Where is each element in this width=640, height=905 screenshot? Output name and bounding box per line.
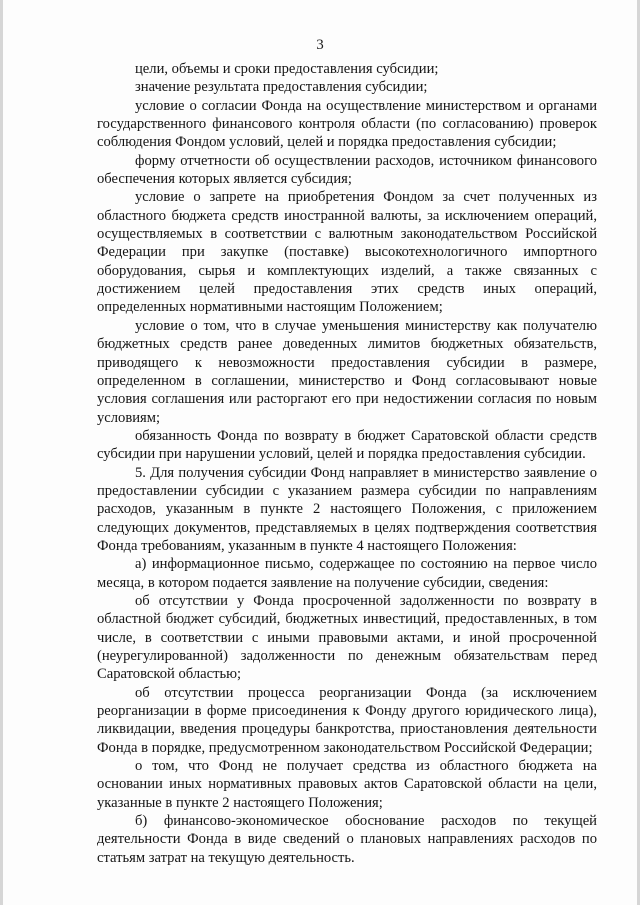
paragraph: обязанность Фонда по возврату в бюджет Саратовской области средств субсидии при нарушении условий, целей и порядка предоставления субсидии.	[97, 427, 597, 463]
paragraph: б) финансово-экономическое обоснование расходов по текущей деятельности Фонда в виде сведений о плановых направлениях расходов по статьям затрат на текущую деятельность.	[97, 813, 597, 866]
paragraph: 5. Для получения субсидии Фонд направляет в министерство заявление о предоставлении субсидии с указанием размера субсидии по направлениям расходов, указанным в пункте 2 настоящего Положения, с приложением следующих документов, представляемых в целях подтверждения соответствия Фонда требованиям, указанным в пункте 4 настоящего Положения:	[97, 464, 597, 554]
paragraph: условие о запрете на приобретения Фондом за счет полученных из областного бюджета средств иностранной валюты, за исключением операций, осуществляемых в соответствии с валютным законодательством Российской Федерации при закупке (поставке) высокотехнологичного импортного оборудования, сырья и комплектующих изделий, а также связанных с достижением целей предоставления этих средств иных операций, определенных нормативными настоящим Положением;	[97, 189, 597, 316]
paragraph: условие о согласии Фонда на осуществление министерством и органами государственного финансового контроля области (по согласованию) проверок соблюдения Фондом условий, целей и порядка предоставления субсидии;	[97, 97, 597, 151]
paragraph: об отсутствии у Фонда просроченной задолженности по возврату в областной бюджет субсидий, бюджетных инвестиций, предоставленных, в том числе, в соответствии с иными правовыми актами, и иной просроченной (неурегулированной) задолженности по денежным обязательствам перед Саратовской областью;	[97, 592, 597, 683]
paragraph: форму отчетности об осуществлении расходов, источником финансового обеспечения которых является субсидия;	[97, 152, 597, 188]
page-number: 3	[316, 37, 324, 53]
paragraph: о том, что Фонд не получает средства из областного бюджета на основании иных нормативных правовых актов Саратовской области на цели, указанные в пункте 2 настоящего Положения;	[97, 758, 597, 811]
paragraph: а) информационное письмо, содержащее по состоянию на первое число месяца, в котором подается заявление на получение субсидии, сведения:	[97, 556, 597, 591]
paragraph: значение результата предоставления субсидии;	[135, 79, 428, 96]
document-body	[97, 60, 597, 867]
paragraph: об отсутствии процесса реорганизации Фонда (за исключением реорганизации в форме присоединения к Фонду другого юридического лица), ликвидации, введения процедуры банкротства, приостановления деятельности Фонда в порядке, предусмотренном законодательством Российской Федерации;	[97, 684, 597, 756]
paragraph: условие о том, что в случае уменьшения министерству как получателю бюджетных средств ранее доведенных лимитов бюджетных обязательств, приводящего к невозможности предоставления субсидии в размере, определенном в соглашении, министерство и Фонд согласовывают новые условия соглашения или расторгают его при недостижении согласия по новым условиям;	[97, 317, 597, 426]
paragraph: цели, объемы и сроки предоставления субсидии;	[135, 61, 439, 77]
